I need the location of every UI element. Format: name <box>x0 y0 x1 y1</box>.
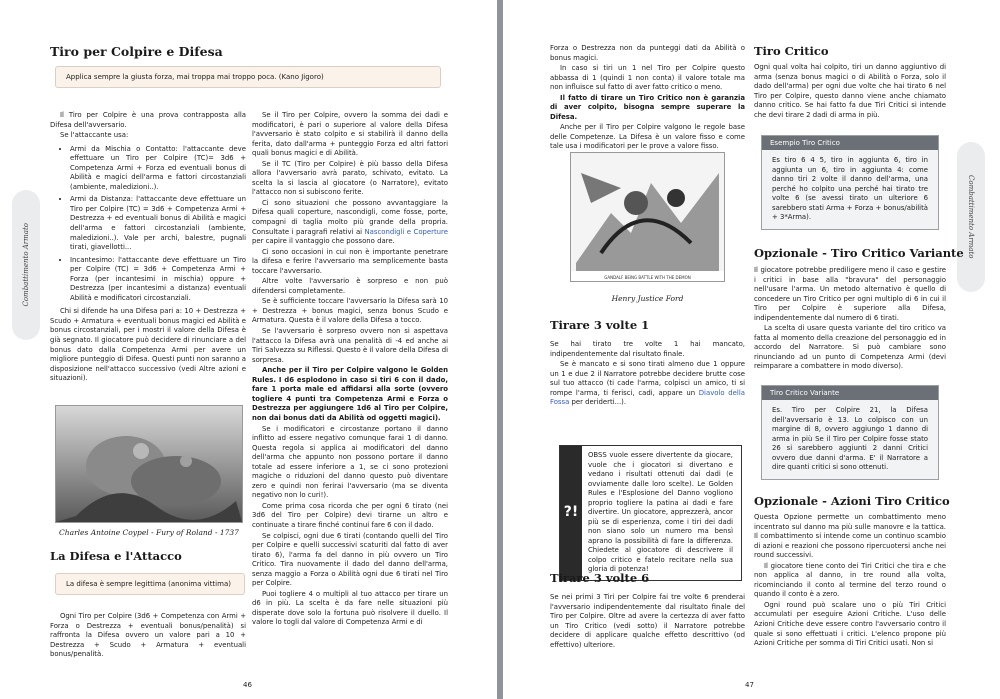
paragraph: Il fatto di tirare un Tiro Critico non è garanzia di aver colpito, bisogna sempre superare la Difesa. <box>550 93 745 121</box>
paragraph: Puoi togliere 4 o multipli al tuo attacco per tirare un d6 in più. La scelta è da fare nelle situazioni più disperate dove solo la fortuna può risolvere il duello. Il valore lo togli dal valore di Competenza Armi e di <box>252 589 448 627</box>
section-title-azioni: Opzionale - Azioni Tiro Critico <box>754 494 950 508</box>
illustration-gandalf <box>570 152 725 282</box>
paragraph: Se colpisci, ogni due 6 tirati (contando quelli del Tiro per Colpire e quelli successivi scaturiti dal fatto di aver tirato 6), l'arma fa del danno in più ovvero un Tiro Critico. Tira nuovamente il dado del danno dell'arma, senza maggio a Forza o Abilità ogni due 6 tirati nel Tiro per Colpire. <box>252 531 448 588</box>
section-title-tre-sei: Tirare 3 volte 6 <box>550 571 650 585</box>
quote-box-2 <box>55 573 245 595</box>
left-column-1 <box>50 111 246 385</box>
paragraph: Se hai tirato tre volte 1 hai mancato, indipendentemente dal risultato finale. <box>550 340 745 358</box>
page-number: 47 <box>745 681 754 689</box>
illustration-caption: Henry Justice Ford <box>611 294 684 303</box>
paragraph: Se nei primi 3 Tiri per Colpire fai tre volte 6 prenderai l'avversario indipendentemente dal risultato finale del Tiro per Colpire. Oltre ad avere la certezza di aver fatto un Tiro Critico (vedi sotto) il Narratore potrebbe decidere di applicare qualche effetto descrittivo (od effettivo) ulteriore. <box>550 593 745 649</box>
link-nascondigli[interactable]: Nascondigli e Coperture <box>364 227 448 236</box>
illustration-label: GANDALF BEING BATTLE WITH THE DEMON <box>604 275 691 280</box>
paragraph: Forza o Destrezza non da punteggi dati da Abilità o bonus magici. <box>550 44 745 62</box>
chapter-side-label: Combattimento Armato <box>967 175 975 259</box>
section-title-tiro-per-colpire: Tiro per Colpire e Difesa <box>50 44 223 59</box>
example-box-header: Tiro Critico Variante <box>762 386 938 400</box>
tre-sei-text <box>550 593 745 651</box>
illustration-caption: Charles Antoine Coypel - Fury of Roland - 1737 <box>59 528 239 537</box>
paragraph: Anche per il Tiro per Colpire valgono le regole base delle Competenze. La Difesa è un valore fisso e come tale usa i modificatori per le prove a valore fisso. <box>550 123 745 151</box>
right-page <box>503 0 1000 699</box>
paragraph: Il Tiro per Colpire è una prova contrapposta alla Difesa dell'avversario. <box>50 111 246 129</box>
paragraph: Ci sono occasioni in cui non è importante penetrare la difesa e ferire l'avversario ma semplicemente basta toccare l'avversario. <box>252 247 448 275</box>
section-title-variante: Opzionale - Tiro Critico Variante <box>754 246 964 260</box>
paragraph: Se i modificatori e circostanze portano il danno inflitto ad essere negativo comunque farai 1 di danno. Questa regola si applica ai modificatori del danno dell'arma che appunto non possono portare il danno totale ad essere inferiore a 1, se ci sono protezioni magiche o riduzioni del danno questo può diventare zero e quindi non ferirai l'avversario (ma se diventa negativo non lo curi!). <box>252 424 448 500</box>
paragraph: Se il TC (Tiro per Colpire) è più basso della Difesa allora l'avversario avrà parato, schivato, evitato. La scelta la si lascia al giocatore (o Narratore), evitato l'attacco non si subiscono ferite. <box>252 159 448 197</box>
page-number: 46 <box>243 681 252 689</box>
variante-text <box>754 266 946 373</box>
paragraph: Anche per il Tiro per Colpire valgono le Golden Rules. I d6 esplodono in caso si tiri 6 con il dado, fare 1 porta male ed affidarsi alla sorte (ovvero togliere 4 punti tra Competenza Armi e Forza o Destrezza per aggiungere 1d6 al Tiro per Colpire, non dai bonus dati da Abilità od oggetti magici). <box>252 366 448 422</box>
list-item: • Armi da Distanza: l'attaccante deve effettuare un Tiro per Colpire (TC) = 3d6 + Competenza Armi + Destrezza + ed eventuali bonus di Abilità e magici dell'arma e fattori circostanziali (ambiente, maledizioni..). Vale per archi, balestre, pugnali tirati, giavellotti... <box>70 195 246 252</box>
paragraph: Se il Tiro per Colpire, ovvero la somma dei dadi e modificatori, è pari o superiore al valore della Difesa l'avversario è stato colpito e si stabilirà il danno della ferita, dato dall'arma + punteggio Forza ed altri fattori quali bonus magici e di Abilità. <box>252 111 448 158</box>
paragraph: Ci sono situazioni che possono avvantaggiare la Difesa quali coperture, nascondigli, come fosse, porte, compagni di taglia molto più grande della propria. Consultate i paragrafi relativi ai Nascondigli e Coperture per capire il vantaggio che possono dare. <box>252 198 448 246</box>
chapter-side-tab <box>957 142 985 292</box>
paragraph: In caso si tiri un 1 nel Tiro per Colpire questo abbassa di 1 (quindi 1 non conta) il valore totale ma non influisce sul fatto di aver fatto critico o meno. <box>550 64 745 92</box>
paragraph: Come prima cosa ricorda che per ogni 6 tirato (nei 3d6 del Tiro per Colpire) devi tirarne un altro e continuate a tirare finché continui fare 6 con il dado. <box>252 501 448 529</box>
left-column-1-bottom <box>50 612 246 661</box>
paragraph: Se è mancato e si sono tirati almeno due 1 oppure un 1 e due 2 il Narratore potrebbe decidere brutte cose sul tuo attacco (ti cade l'arma, colpisci un amico, ti si rompe l'arma, ti ferisci, cadi, appare un Diavolo della Fossa per deriderti...). <box>550 360 745 407</box>
paragraph: Altre volte l'avversario è sorpreso e non può difendersi completamente. <box>252 277 448 295</box>
quote-text: Applica sempre la giusta forza, mai troppa mai troppo poca. (Kano Jigoro) <box>66 73 324 81</box>
example-box-body: Es. Tiro per Colpire 21, la Difesa dell'avversario è 13. Lo colpisco con un margine di 8, ovvero aggiungo 1 danno di arma in più Se il Tiro per Colpire fosse stato 26 si sarebbero aggiunti 2 danni Critici ovvero due danni d'arma. E' il Narratore a dire quanti critici si sono ottenuti. <box>772 406 928 471</box>
list-item: • Armi da Mischia o Contatto: l'attaccante deve effettuare un Tiro per Colpire (TC)= 3d6 + Competenza Armi + Forza ed eventuali bonus di Abilità e magici dell'arma e fattori circostanziali (ambiente, maledizioni..). <box>70 145 246 193</box>
left-column-2 <box>252 111 448 629</box>
paragraph: Se l'attaccante usa: <box>60 131 129 140</box>
paragraph: Ogni Tiro per Colpire (3d6 + Competenza con Armi + Forza o Destrezza + eventuali bonus/penalità) si raffronta la Difesa ovvero un valore pari a 10 + Destrezza + Scudo + Armatura + eventuali bonus/penalità. <box>50 612 246 659</box>
section-title-tiro-critico: Tiro Critico <box>754 44 829 58</box>
paragraph: Il giocatore potrebbe prediligere meno il caso e gestire i critici in base alla "bravura" del personaggio nell'usare l'arma. Un metodo alternativo è quello di concedere un Tiro Critico per ogni multiplo di 6 in cui il Tiro per Colpire è superiore alla Difesa, indipendentemente dal numero di 6 tirati. <box>754 266 946 322</box>
paragraph: Chi si difende ha una Difesa pari a: 10 + Destrezza + Scudo + Armatura + eventuali bonus magici ed Abilità e bonus circostanziali, per i mostri il valore della Difesa è già segnato. Il giocatore può decidere di rinunciare a del bonus dato dalla Competenza Armi per avere un migliore punteggio di Difesa. Questi punti non saranno a disposizione nell'attacco successivo (vedi Altre azioni e situazioni). <box>50 307 246 383</box>
chapter-side-label: Combattimento Armato <box>22 223 30 307</box>
tre-uno-text <box>550 340 745 409</box>
section-title-difesa: La Difesa e l'Attacco <box>50 549 182 563</box>
paragraph: Se l'avversario è sorpreso ovvero non si aspettava l'attacco la Difesa avrà una penalità di -4 ed anche ai Tiri Salvezza su Riflessi. Questo è il valore della Difesa di sorpresa. <box>252 327 448 364</box>
paragraph: Il giocatore tiene conto dei Tiri Critici che tira e che non applica al danno, in tre round alla volta, ricominciando il conto al termine del terzo round o quando il conto è a zero. <box>754 561 946 599</box>
critico-text <box>754 63 946 121</box>
note-box <box>559 445 742 581</box>
example-box-header: Esempio Tiro Critico <box>762 136 938 150</box>
list-item: • Incantesimo: l'attaccante deve effettuare un Tiro per Colpire (TC) = 3d6 + Competenza Armi + Forza (per incantesimi in mischia) oppure + Destrezza (per incantesimi a distanza) eventuali Abilità e modificatori circostanziali. <box>70 256 246 304</box>
note-mark-icon: ?! <box>560 446 582 580</box>
engraving-image <box>56 406 242 522</box>
quote-box <box>55 66 441 88</box>
paragraph: Ogni qual volta hai colpito, tiri un danno aggiuntivo di arma (senza bonus magici o di Abilità o Forza, solo il dado dell'arma) per ogni due volte che hai tirato 6 nel Tiro per Colpire, questo danno viene anche chiamato danno critico. Se hai fatto fa due Tiri Critici si intende che devi tirare 2 dadi di arma in più. <box>754 63 946 119</box>
attack-type-list <box>50 145 246 304</box>
paragraph: Ogni round può scalare uno o più Tiri Critici accumulati per eseguire Azioni Critiche. L'uso delle Azioni Critiche deve essere contro l'avversario contro il quale si sono effettuati i critici. L'elenco propone più Azioni Critiche per somma di Tiri Critici usati. Non si <box>754 600 946 648</box>
left-page <box>0 0 497 699</box>
note-text: OBSS vuole essere divertente da giocare, vuole che i giocatori si divertano e vedano i risultati ottenuti dai dadi (e ovviamente dalle loro scelte). Le Golden Rules e l'Esplosione del Danno vogliono proprio togliere la patina ai dadi e fare divertire. Un giocatore, apprezzerà, ancor più se di esperienza, come i tiri dei dadi non siano solo un numero ma bensì aprano la possibilità di fare la differenza. Chiedete al giocatore di descrivere il colpo critico e fatelo recitare nella sua gloria di potenza! <box>588 451 733 573</box>
paragraph: Questa Opzione permette un combattimento meno incentrato sul danno ma più sulle manovre e la tattica. Il combattimento si intende come un continuo scambio di azioni e reazioni che possono ripercuotersi anche nei round successivi. <box>754 513 946 560</box>
right-column-1 <box>550 44 745 153</box>
link-diavolo-fossa[interactable]: Diavolo della Fossa <box>550 388 745 407</box>
example-box-variante <box>761 385 939 480</box>
section-title-tre-uno: Tirare 3 volte 1 <box>550 318 650 332</box>
example-box-critico <box>761 135 939 230</box>
paragraph: Se è sufficiente toccare l'avversario la Difesa sarà 10 + Destrezza + bonus magici, senza bonus Scudo e Armatura. Questa è il valore della Difesa a tocco. <box>252 297 448 325</box>
quote-text-2: La difesa è sempre legittima (anonima vittima) <box>66 580 231 588</box>
chapter-side-tab <box>12 190 40 340</box>
illustration-fury-of-roland <box>55 405 243 523</box>
example-box-body: Es tiro 6 4 5, tiro in aggiunta 6, tiro in aggiunta un 6, tiro in aggiunta 4: come danno tiri 2 volte il danno dell'arma, una perché ho colpito una perché hai tirato tre volte 6 (se avessi tirato un ulteriore 6 sarebbero stati Arma + Forza + bonus/abilità + 3*Arma). <box>772 156 928 221</box>
azioni-text <box>754 513 946 650</box>
paragraph: La scelta di usare questa variante del tiro critico va fatta al momento della creazione del personaggio ed in accordo del Narratore. Si può cambiare sono rinunciando ad un punto di Competenza Armi (devi reimparare a combattere in modo diverso). <box>754 324 946 371</box>
engraving-image <box>571 153 724 271</box>
